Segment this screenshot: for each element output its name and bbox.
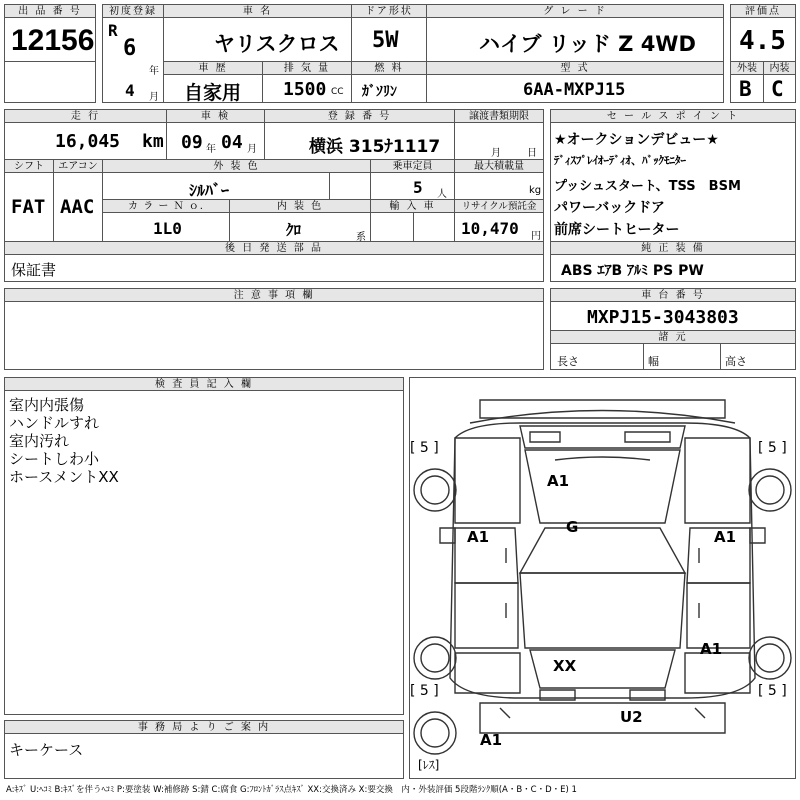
hood-front-edge bbox=[470, 411, 735, 424]
transfer-day-unit: 日 bbox=[527, 148, 537, 159]
displacement-unit: CC bbox=[331, 87, 344, 97]
exterior-cell bbox=[730, 74, 764, 103]
later-parts-value: 保証書 bbox=[11, 261, 57, 279]
color-blank bbox=[329, 172, 371, 200]
width-label: 幅 bbox=[648, 355, 659, 368]
inspector-note: シートしわ小 bbox=[9, 450, 100, 468]
height-label: 高さ bbox=[725, 355, 747, 368]
inspector-note: ホースメントXX bbox=[9, 468, 119, 486]
tire-front-left-depth: [ 5 ] bbox=[410, 440, 439, 456]
grade-cell bbox=[426, 17, 724, 62]
length-cell bbox=[550, 343, 644, 370]
inspector-note: ハンドルすれ bbox=[9, 414, 100, 432]
car-diagram bbox=[410, 378, 795, 778]
genuine-equipment-cell bbox=[550, 254, 796, 282]
sales-point-line: パワーバックドア bbox=[554, 200, 665, 216]
color-number: 1L0 bbox=[153, 219, 182, 238]
lot-number-cell bbox=[4, 17, 96, 62]
office-cell bbox=[4, 733, 404, 779]
lot-number: 12156 bbox=[11, 24, 95, 57]
tire-rear-left bbox=[414, 637, 456, 679]
tire-rear-right bbox=[749, 637, 791, 679]
inspector-note: 室内汚れ bbox=[9, 432, 70, 450]
width-cell bbox=[643, 343, 721, 370]
sales-point-line: 前席シートヒーター bbox=[554, 222, 680, 238]
windshield bbox=[520, 426, 685, 448]
tire-front-left bbox=[414, 469, 456, 511]
damage-mark-rear-bumper: U2 bbox=[620, 708, 643, 726]
displacement-header: 排 気 量 bbox=[262, 61, 352, 75]
exterior-grade: B bbox=[739, 77, 752, 101]
inspection-month-unit: 月 bbox=[247, 144, 257, 155]
damage-mark-roof: G bbox=[566, 518, 579, 536]
door-type: 5W bbox=[372, 28, 399, 53]
displacement-cell bbox=[262, 74, 352, 103]
color-no-cell bbox=[102, 212, 230, 242]
model-cell bbox=[426, 74, 724, 103]
max-load-header: 最大積載量 bbox=[454, 159, 544, 173]
sales-point-line: プッシュスタート、TSS BSM bbox=[554, 179, 741, 194]
later-parts-cell bbox=[4, 254, 544, 282]
tire-front-right-depth: [ 5 ] bbox=[758, 440, 787, 456]
history-cell bbox=[163, 74, 263, 103]
lot-number-blank bbox=[4, 61, 96, 103]
interior-cell bbox=[763, 74, 796, 103]
model-code: 6AA-MXPJ15 bbox=[523, 80, 626, 100]
exterior-header: 外装 bbox=[730, 61, 764, 75]
spare-tire-label: [ﾚｽ] bbox=[418, 758, 440, 772]
transfer-month-unit: 月 bbox=[491, 148, 501, 159]
shift-type: FAT bbox=[11, 196, 46, 218]
chassis-header: 車 台 番 号 bbox=[550, 288, 796, 302]
damage-mark-left-front: A1 bbox=[467, 528, 490, 546]
ac-cell bbox=[53, 172, 103, 242]
sales-points-header: セ ー ル ス ポ イ ン ト bbox=[550, 109, 796, 123]
fuel: ｶﾞｿﾘﾝ bbox=[362, 84, 397, 100]
shift-header: シフト bbox=[4, 159, 54, 173]
legend: A:ｷｽﾞ U:ﾍｺﾐ B:ｷｽﾞを伴うﾍｺﾐ P:要塗装 W:補修跡 S:錆 C:腐食 G:ﾌﾛﾝﾄｶﾞﾗｽ点ｷｽﾞ XX:交換済み X:要交換 内・外装評価 5段階ﾗﾝｸ順(A・B・C・D・E) 1 bbox=[6, 785, 577, 795]
mileage-header: 走 行 bbox=[4, 109, 167, 123]
ac-header: エアコン bbox=[53, 159, 103, 173]
registration-number-cell bbox=[264, 122, 455, 160]
sales-points-cell bbox=[550, 122, 796, 242]
specs-header: 諸 元 bbox=[550, 330, 796, 344]
fuel-cell bbox=[351, 74, 427, 103]
trunk-outline bbox=[530, 650, 675, 688]
left-rear-door bbox=[455, 583, 518, 648]
recycle-cell bbox=[454, 212, 544, 242]
chassis-cell bbox=[550, 301, 796, 331]
mileage-cell bbox=[4, 122, 167, 160]
recycle-amount: 10,470 bbox=[461, 219, 519, 238]
car-name-cell bbox=[163, 17, 352, 62]
ac-type: AAC bbox=[60, 196, 95, 218]
shift-cell bbox=[4, 172, 54, 242]
reg-month-unit: 月 bbox=[149, 92, 159, 103]
inspector-note: 室内内張傷 bbox=[9, 396, 85, 414]
inspection-year: 09 bbox=[181, 132, 203, 153]
interior-color-header: 内 装 色 bbox=[229, 199, 371, 213]
office-note: キーケース bbox=[9, 741, 84, 759]
max-load-unit: kg bbox=[529, 185, 542, 196]
sales-point-line: ﾃﾞｨｽﾌﾟﾚｲｵｰﾃﾞｨｵ、ﾊﾞｯｸﾓﾆﾀｰ bbox=[554, 154, 686, 167]
import-cell-b bbox=[413, 212, 455, 242]
caution-header: 注 意 事 項 欄 bbox=[4, 288, 544, 302]
mileage-unit: km bbox=[142, 131, 164, 152]
fuel-header: 燃 料 bbox=[351, 61, 427, 75]
door-header: ドア形状 bbox=[351, 4, 427, 18]
displacement: 1500 bbox=[283, 79, 327, 100]
spare-tire bbox=[414, 712, 456, 754]
score-header: 評価点 bbox=[730, 4, 796, 18]
genuine-equipment-header: 純 正 装 備 bbox=[550, 241, 796, 255]
damage-mark-hood: A1 bbox=[547, 472, 570, 490]
transfer-deadline-header: 譲渡書類期限 bbox=[454, 109, 544, 123]
score-cell bbox=[730, 17, 796, 62]
interior-color: ｸﾛ bbox=[286, 221, 302, 239]
length-label: 長さ bbox=[557, 355, 579, 368]
registration-number: 横浜 315ﾅ1117 bbox=[309, 137, 441, 157]
interior-color-unit: 系 bbox=[356, 232, 366, 242]
reg-month: 4 bbox=[125, 81, 135, 100]
genuine-equipment: ABS ｴｱB ｱﾙﾐ PS PW bbox=[561, 263, 704, 279]
history: 自家用 bbox=[184, 82, 242, 103]
recycle-header: リサイクル預託金 bbox=[454, 199, 544, 213]
chassis-number: MXPJ15-3043803 bbox=[587, 307, 739, 328]
office-header: 事 務 局 よ り ご 案 内 bbox=[4, 720, 404, 734]
body-color: ｼﾙﾊﾞｰ bbox=[189, 181, 230, 200]
car-name: ヤリスクロス bbox=[214, 32, 340, 56]
color-cell bbox=[102, 172, 330, 200]
import-header: 輸 入 車 bbox=[370, 199, 455, 213]
car-diagram-panel bbox=[409, 377, 796, 779]
tire-front-right bbox=[749, 469, 791, 511]
reg-year-unit: 年 bbox=[149, 66, 159, 77]
damage-mark-rear-left: A1 bbox=[480, 731, 503, 749]
import-cell-a bbox=[370, 212, 414, 242]
height-cell bbox=[720, 343, 796, 370]
roof-outline bbox=[520, 573, 685, 648]
max-load-cell bbox=[454, 172, 544, 200]
interior-header: 内装 bbox=[763, 61, 796, 75]
car-name-header: 車 名 bbox=[163, 4, 352, 18]
color-no-header: カ ラ ー Ｎ ｏ. bbox=[102, 199, 230, 213]
grade-header: グ レ ー ド bbox=[426, 4, 724, 18]
color-header: 外 装 色 bbox=[102, 159, 371, 173]
interior-color-cell bbox=[229, 212, 371, 242]
first-registration-cell bbox=[102, 17, 164, 103]
interior-grade: C bbox=[771, 77, 784, 101]
roof-front bbox=[520, 528, 685, 573]
damage-mark-right-front: A1 bbox=[714, 528, 737, 546]
history-header: 車 歴 bbox=[163, 61, 263, 75]
right-rear-door bbox=[687, 583, 750, 648]
inspection-month: 04 bbox=[221, 132, 243, 153]
transfer-deadline-cell bbox=[454, 122, 544, 160]
inspection-header: 車 検 bbox=[166, 109, 265, 123]
inspection-cell bbox=[166, 122, 265, 160]
damage-mark-right-rear: A1 bbox=[700, 640, 723, 658]
mileage: 16,045 bbox=[55, 131, 121, 152]
recycle-unit: 円 bbox=[531, 231, 541, 242]
era: R bbox=[108, 21, 118, 40]
tire-rear-left-depth: [ 5 ] bbox=[410, 683, 439, 699]
first-registration-header: 初度登録 bbox=[102, 4, 164, 18]
reg-year: 6 bbox=[123, 36, 137, 61]
inspector-header: 検 査 員 記 入 欄 bbox=[4, 377, 404, 391]
capacity-header: 乗車定員 bbox=[370, 159, 455, 173]
later-parts-header: 後 日 発 送 部 品 bbox=[4, 241, 544, 255]
inspection-year-unit: 年 bbox=[206, 144, 216, 155]
registration-number-header: 登 録 番 号 bbox=[264, 109, 455, 123]
capacity-unit: 人 bbox=[437, 189, 447, 200]
capacity-cell bbox=[370, 172, 455, 200]
door-cell bbox=[351, 17, 427, 62]
damage-mark-trunk: XX bbox=[553, 657, 577, 675]
model-header: 型 式 bbox=[426, 61, 724, 75]
score: 4.5 bbox=[739, 26, 786, 56]
inspector-cell bbox=[4, 390, 404, 715]
rear-bumper-outline bbox=[480, 703, 725, 733]
lot-number-header: 出 品 番 号 bbox=[4, 4, 96, 18]
caution-cell bbox=[4, 301, 544, 370]
tire-rear-right-depth: [ 5 ] bbox=[758, 683, 787, 699]
grade: ハイブ リッド Z 4WD bbox=[479, 32, 696, 56]
sales-point-line: ★オークションデビュー★ bbox=[554, 132, 719, 148]
capacity: 5 bbox=[413, 178, 423, 197]
